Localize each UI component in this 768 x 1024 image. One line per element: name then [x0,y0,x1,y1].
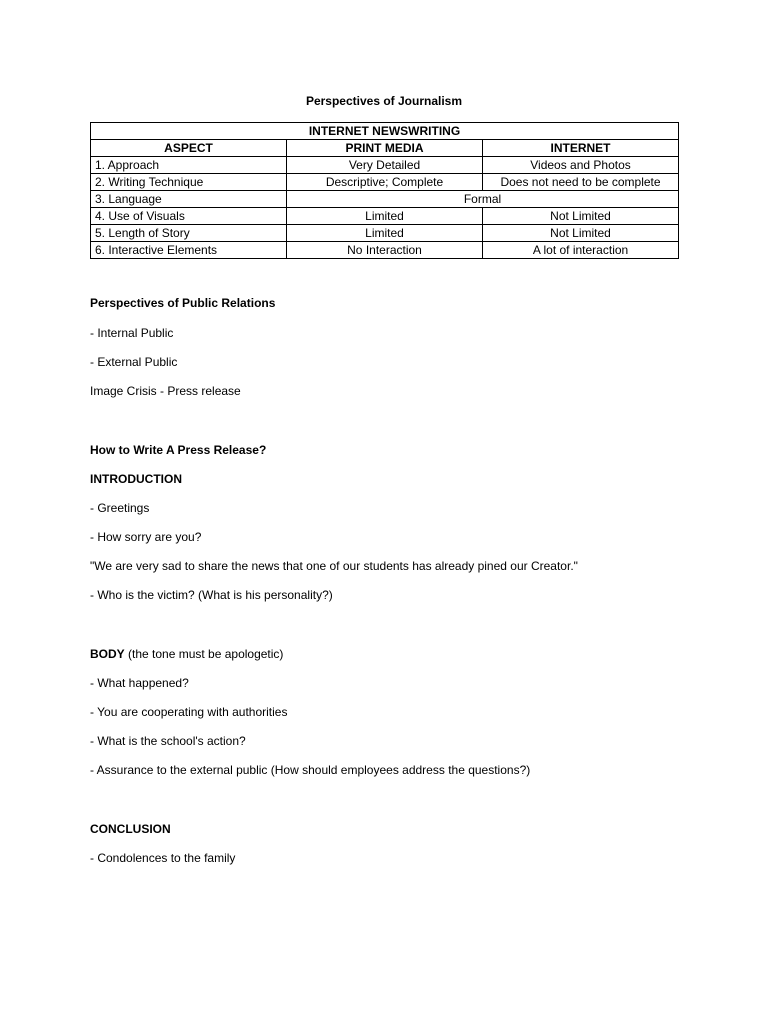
print-media-cell: Descriptive; Complete [287,174,483,191]
table-caption-row [91,123,679,140]
internet-cell: Not Limited [483,225,679,242]
introduction-heading: INTRODUCTION [90,472,182,486]
list-item: - Assurance to the external public (How should employees address the questions?) [90,763,531,777]
quote-text: "We are very sad to share the news that one of our students has already pined our Creator." [90,559,578,573]
page-title: Perspectives of Journalism [305,94,463,108]
print-media-cell: Limited [287,225,483,242]
list-item: - Who is the victim? (What is his personality?) [90,588,333,602]
internet-cell: Not Limited [483,208,679,225]
aspect-cell: 5. Length of Story [91,225,287,242]
table-row [91,191,679,208]
list-item: - How sorry are you? [90,530,202,544]
table-row [91,208,679,225]
list-item: Image Crisis - Press release [90,384,241,398]
list-item: - You are cooperating with authorities [90,705,288,719]
internet-cell: Videos and Photos [483,157,679,174]
aspect-cell: 6. Interactive Elements [91,242,287,259]
pr-heading: Perspectives of Public Relations [90,296,276,310]
body-note: (the tone must be apologetic) [124,647,284,661]
aspect-cell: 2. Writing Technique [91,174,287,191]
aspect-cell: 4. Use of Visuals [91,208,287,225]
journalism-table [90,122,679,259]
table-row [91,174,679,191]
conclusion-heading: CONCLUSION [90,822,171,836]
internet-cell: Does not need to be complete [483,174,679,191]
column-header: ASPECT [91,140,287,157]
merged-value-cell: Formal [287,191,679,208]
list-item: - Greetings [90,501,150,515]
print-media-cell: No Interaction [287,242,483,259]
table-row [91,225,679,242]
table-row [91,157,679,174]
table-caption: INTERNET NEWSWRITING [91,123,679,140]
table-header-row [91,140,679,157]
press-release-heading: How to Write A Press Release? [90,443,267,457]
print-media-cell: Limited [287,208,483,225]
table-row [91,242,679,259]
column-header: PRINT MEDIA [287,140,483,157]
list-item: - External Public [90,355,178,369]
aspect-cell: 1. Approach [91,157,287,174]
aspect-cell: 3. Language [91,191,287,208]
list-item: - What happened? [90,676,189,690]
body-heading-line [90,647,283,661]
list-item: - Condolences to the family [90,851,236,865]
print-media-cell: Very Detailed [287,157,483,174]
internet-cell: A lot of interaction [483,242,679,259]
list-item: - Internal Public [90,326,174,340]
list-item: - What is the school's action? [90,734,246,748]
body-heading: BODY [90,647,125,661]
column-header: INTERNET [483,140,679,157]
